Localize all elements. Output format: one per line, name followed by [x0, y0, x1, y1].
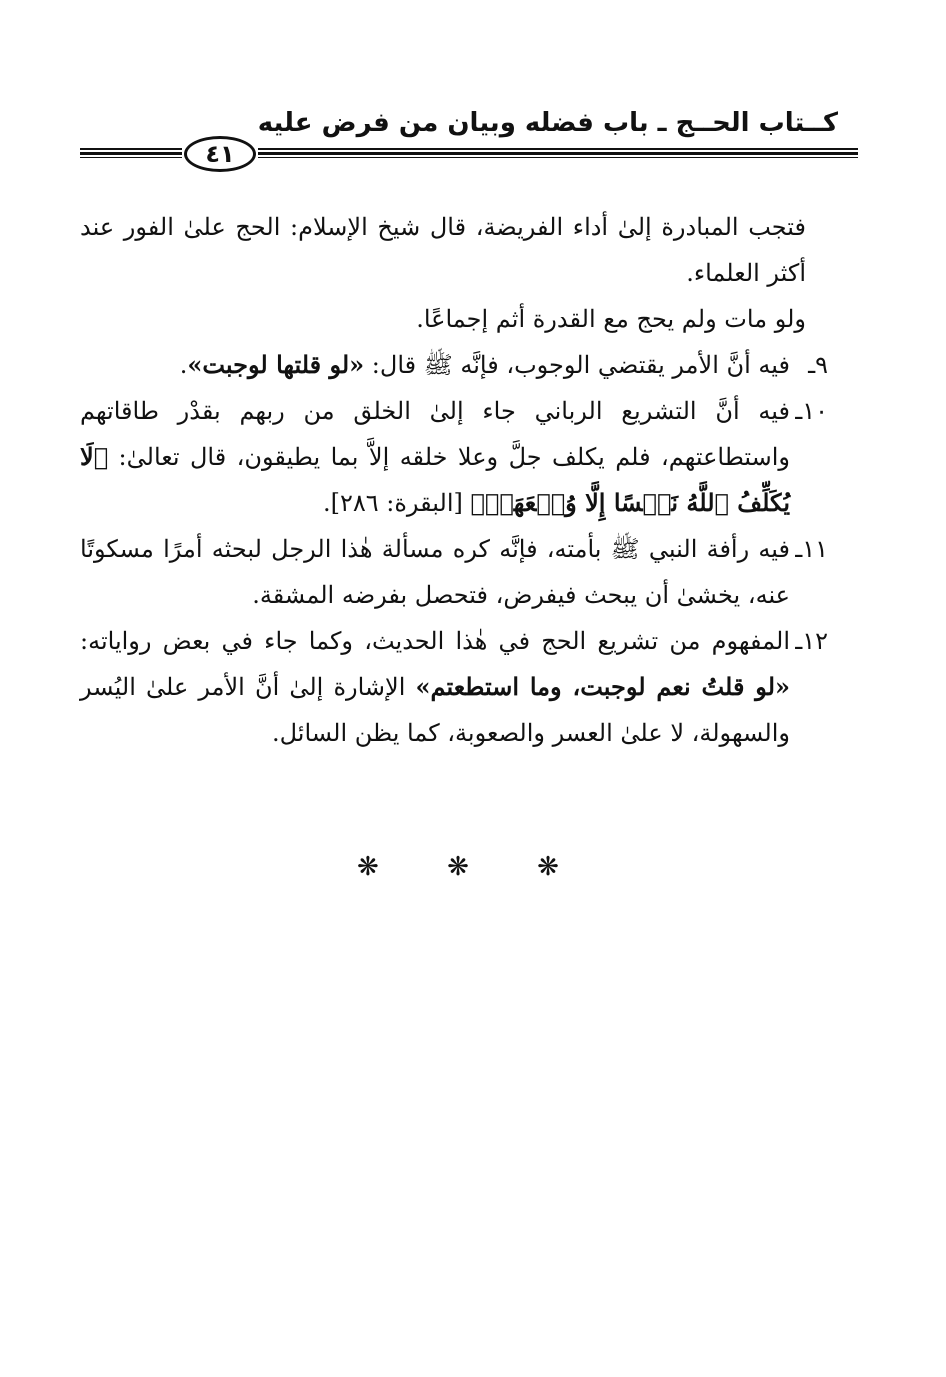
header-rule-left: [80, 148, 182, 158]
item-text: المفهوم من تشريع الحج في هٰذا الحديث، وكما جاء في بعض رواياته:: [80, 627, 790, 655]
running-title: كــتاب الحــج ـ باب فضله وبيان من فرض عليه: [257, 108, 838, 138]
item-number: ١٢ـ: [795, 627, 828, 655]
quran-verse: ﴿لَا يُكَلِّفُ ٱللَّهُ نَفۡسًا إِلَّا وُسۡعَهَاۚ﴾: [80, 442, 790, 517]
item-number: ٩ـ: [808, 351, 828, 379]
item-number: ١٠ـ: [795, 397, 828, 425]
verse-reference: [البقرة: ٢٨٦].: [322, 489, 471, 517]
item-text: فيه أنَّ الأمر يقتضي الوجوب، فإنَّه ﷺ قال:: [364, 351, 790, 379]
body-text: [80, 204, 828, 756]
paragraph-death: ولو مات ولم يحج مع القدرة أثم إجماعًا.: [416, 305, 806, 333]
page-number-frame: [184, 136, 256, 172]
item-text-end: .: [179, 351, 188, 379]
hadith-quote: «لو قلتها لوجبت»: [187, 350, 365, 379]
section-separator: ❋ ❋ ❋: [357, 852, 589, 882]
item-text-end: الإشارة إلىٰ أنَّ الأمر علىٰ اليُسر والسهولة، لا علىٰ العسر والصعوبة، كما يظن السائل.: [80, 673, 790, 747]
page-number: ٤١: [205, 140, 235, 168]
paragraph-obligation: فتجب المبادرة إلىٰ أداء الفريضة، قال شيخ الإسلام: الحج علىٰ الفور عند أكثر العلماء.: [80, 213, 806, 287]
item-body: [80, 342, 790, 388]
header-rule-right: [258, 148, 858, 158]
list-item-11: [80, 526, 828, 618]
item-body: [80, 618, 790, 756]
list-item-12: [80, 618, 828, 756]
item-text: فيه رأفة النبي ﷺ بأمته، فإنَّه كره مسألة هٰذا الرجل لبحثه أمرًا مسكوتًا عنه، يخشىٰ أن يبحث فيفرض، فتحصل بفرضه المشقة.: [80, 535, 790, 609]
list-item-10: [80, 388, 828, 526]
item-number: ١١ـ: [795, 535, 828, 563]
hadith-quote: «لو قلتُ نعم لوجبت، وما استطعتم»: [415, 672, 791, 701]
item-text: فيه أنَّ التشريع الرباني جاء إلىٰ الخلق من ربهم بقدْر طاقاتهم واستطاعتهم، فلم يكلف جلَّ وعلا خلقه إلاَّ بما يطيقون، قال تعالىٰ:: [80, 397, 790, 471]
item-body: [80, 388, 790, 526]
list-item-9: [80, 342, 828, 388]
